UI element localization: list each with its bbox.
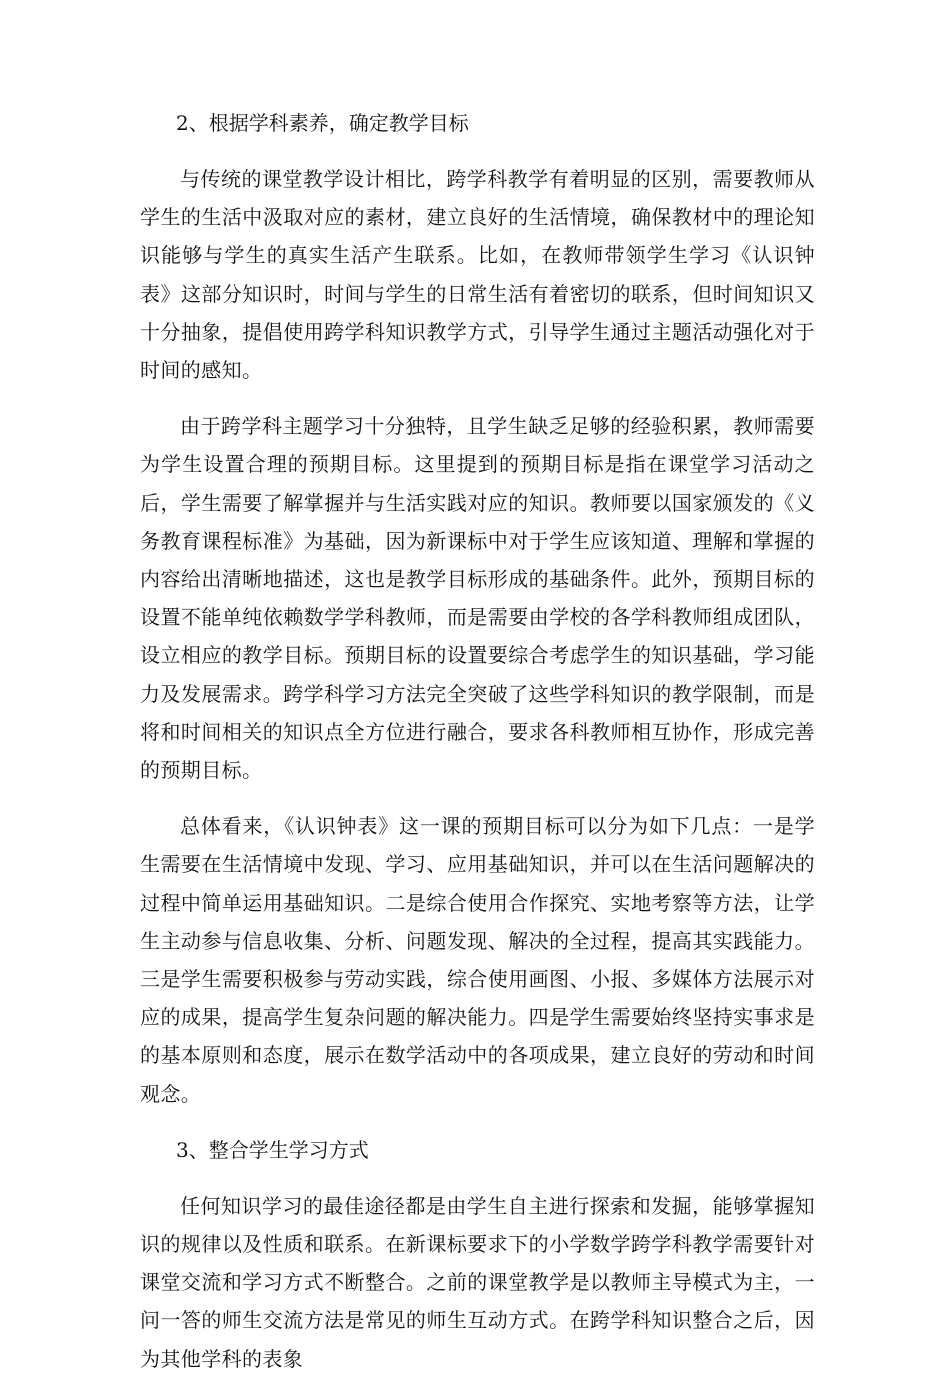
paragraph-2: 由于跨学科主题学习十分独特，且学生缺乏足够的经验积累，教师需要为学生设置合理的预期目标。这里提到的预期目标是指在课堂学习活动之后，学生需要了解掌握并与生活实践对应的知识。教师要以国家颁发的《义务教育课程标准》为基础，因为新课标中对于学生应该知道、理解和掌握的内容给出清晰地描述，这也是教学目标形成的基础条件。此外，预期目标的设置不能单纯依赖数学学科教师，而是需要由学校的各学科教师组成团队，设立相应的教学目标。预期目标的设置要综合考虑学生的知识基础，学习能力及发展需求。跨学科学习方法完全突破了这些学科知识的教学限制，而是将和时间相关的知识点全方位进行融合，要求各科教师相互协作，形成完善的预期目标。 bbox=[140, 414, 815, 783]
section-heading-2: 2、根据学科素养，确定教学目标 bbox=[176, 111, 469, 135]
paragraph-3: 总体看来，《认识钟表》这一课的预期目标可以分为如下几点：一是学生需要在生活情境中发现、学习、应用基础知识，并可以在生活问题解决的过程中简单运用基础知识。二是综合使用合作探究、实地考察等方法，让学生主动参与信息收集、分析、问题发现、解决的全过程，提高其实践能力。三是学生需要积极参与劳动实践，综合使用画图、小报、多媒体方法展示对应的成果，提高学生复杂问题的解决能力。四是学生需要始终坚持实事求是的基本原则和态度，展示在数学活动中的各项成果，建立良好的劳动和时间观念。 bbox=[140, 814, 815, 1106]
document-body bbox=[140, 104, 815, 1396]
section-heading-3: 3、整合学生学习方式 bbox=[176, 1137, 369, 1162]
paragraph-1: 与传统的课堂教学设计相比，跨学科教学有着明显的区别，需要教师从学生的生活中汲取对应的素材，建立良好的生活情境，确保教材中的理论知识能够与学生的真实生活产生联系。比如，在教师带领学生学习《认识钟表》这部分知识时，时间与学生的日常生活有着密切的联系，但时间知识又十分抽象，提倡使用跨学科知识教学方式，引导学生通过主题活动强化对于时间的感知。 bbox=[140, 167, 815, 383]
paragraph-4: 任何知识学习的最佳途径都是由学生自主进行探索和发掘，能够掌握知识的规律以及性质和联系。在新课标要求下的小学数学跨学科教学需要针对课堂交流和学习方式不断整合。之前的课堂教学是以教师主导模式为主，一问一答的师生交流方法是常见的师生互动方式。在跨学科知识整合之后，因为其他学科的表象 bbox=[140, 1193, 815, 1371]
